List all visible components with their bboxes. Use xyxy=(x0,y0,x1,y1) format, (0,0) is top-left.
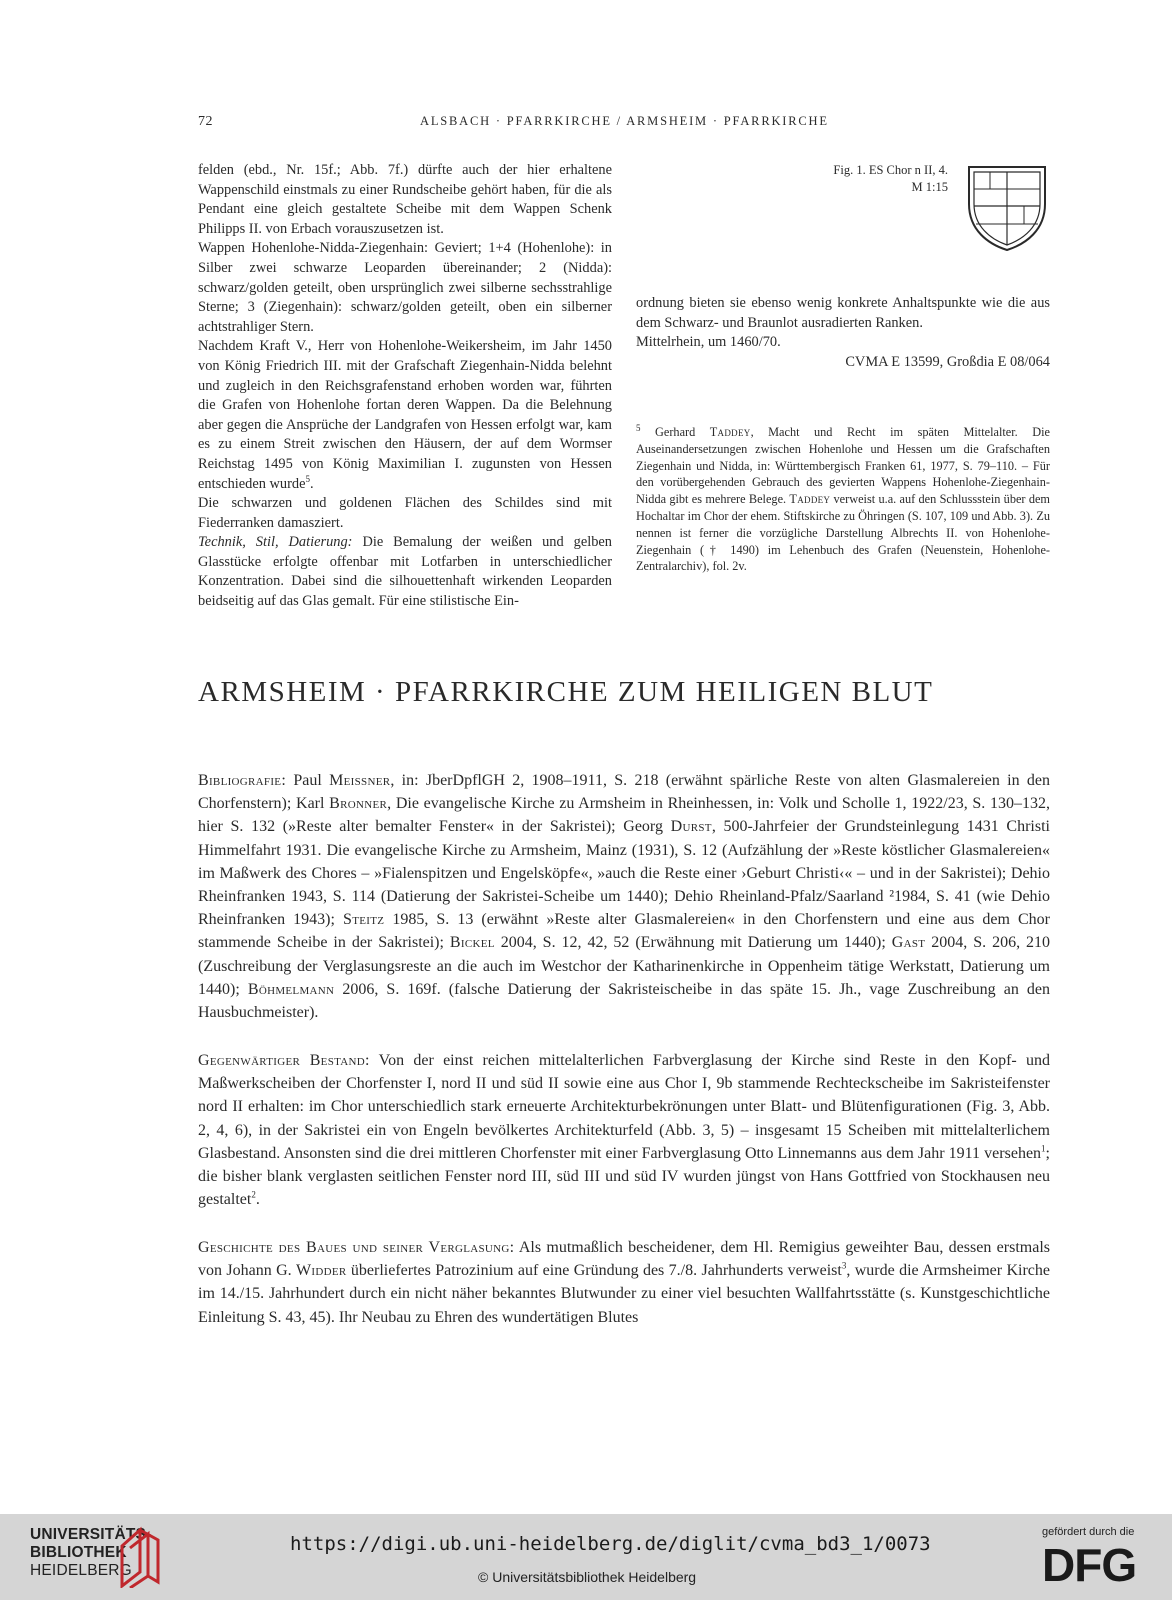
bib-text: , in: JberDpflGH 2, 1908–1911, S. 218 (erwähnt spärliche Reste von alten Glasmalereien in den Chorfenstern); Karl xyxy=(198,772,1051,813)
geschichte-text: , wurde die Armsheimer Kirche im 14./15. Jahrhundert durch ein nicht näher bekanntes Blutwunder zu einer viel besuchten Wallfahrtsstätte (s. Kunstgeschichtliche Einleitung S. 43, 45). Ihr Neubau zu Ehren des wundertätigen Blutes xyxy=(198,1262,1051,1326)
funding-label: gefördert durch die xyxy=(1042,1526,1135,1538)
cvma-reference: CVMA E 13599, Großdia E 08/064 xyxy=(845,353,1050,370)
bestand-label: Gegenwärtiger Bestand: xyxy=(198,1052,370,1069)
geschichte-text: Als mutmaßlich bescheidener, dem Hl. Remigius geweihter Bau, dessen erstmals von Johann G. xyxy=(198,1239,1050,1280)
bib-author: Bickel xyxy=(449,934,495,952)
left-paragraph-3 xyxy=(198,337,612,494)
bibliography-label: Bibliografie: xyxy=(198,772,287,789)
footnote-number: 5 xyxy=(636,422,641,433)
geschichte-paragraph xyxy=(198,1236,1050,1329)
left-paragraph-5 xyxy=(198,533,612,611)
footer-bar xyxy=(0,1514,1172,1600)
figure-caption-line-1: Fig. 1. ES Chor n II, 4. xyxy=(833,163,948,177)
bestand-text: . xyxy=(255,1191,260,1209)
footnote-author-last: Taddey xyxy=(709,425,751,439)
copyright-notice: © Universitätsbibliothek Heidelberg xyxy=(478,1569,697,1585)
figure-caption-scale: M 1:15 xyxy=(911,180,948,194)
bib-text: 2004, S. 12, 42, 52 (Erwähnung mit Datierung um 1440); xyxy=(494,934,892,952)
bib-text: , 500-Jahrfeier der Grundsteinlegung 1431 Christi Himmelfahrt 1931. Die evangelische Kirche zu Armsheim, Mainz (1931), S. 12 (Aufzählung der »Reste köstlicher Glasmalereien« im Maßwerk des Chores – »Fialenspitzen und Engelsköpfe«, »auch die Reste einer ›Geburt Christi‹« – und in der Sakristei); Dehio Rheinfranken 1943, S. 114 (Datierung der Sakristei-Scheibe um 1440); Dehio Rheinland-Pfalz/Saarland ²1984, S. 41 (wie Dehio Rheinfranken 1943); xyxy=(198,818,1050,929)
footnote-ref-2[interactable]: 2 xyxy=(251,1189,256,1200)
bib-text: Paul xyxy=(286,772,330,789)
footnote-text-2: verweist u.a. auf den Schlussstein über dem Hochaltar im Chor der ehem. Stiftskirche zu Öhringen (S. 107, 109 und Abb. 3). Zu nennen ist ferner die vorzügliche Darstellung Albrechts II. von Hohenlohe-Ziegenhain († 1490) im Lehenbuch des Grafen (Neuenstein, Hohenlohe-Zentralarchiv), fol. 2v. xyxy=(636,492,1050,574)
library-line-1: UNIVERSITÄTS- xyxy=(30,1526,152,1543)
geschichte-author: Widder xyxy=(296,1262,347,1280)
footnote-text-1: , Macht und Recht im späten Mittelalter. Die Auseinandersetzungen zwischen Hohenlohe und Hessen um die Grafschaften Ziegenhain und Nidda, in: Württembergisch Franken 61, 1977, S. 79–110. – Für den vorübergehenden Gebrauch des gevierten Wappens Hohenlohe-Ziegenhain-Nidda gibt es mehrere Belege. xyxy=(636,425,1050,507)
running-title: ALSBACH · PFARRKIRCHE / ARMSHEIM · PFARRKIRCHE xyxy=(420,114,829,128)
dfg-logo[interactable]: DFG xyxy=(1042,1539,1137,1591)
coat-of-arms-shield-icon xyxy=(966,164,1048,252)
dating-line: Mittelrhein, um 1460/70. xyxy=(636,334,781,351)
geschichte-label: Geschichte des Baues und seiner Verglasung: xyxy=(198,1239,515,1256)
bestand-paragraph xyxy=(198,1049,1050,1211)
bestand-text: ; die bisher blank verglasten seitlichen Fenster nord III, süd III und süd IV wurden jüngst von Hans Gottfried von Stockhausen neu gestaltet xyxy=(198,1144,1050,1209)
section-heading: ARMSHEIM · PFARRKIRCHE ZUM HEILIGEN BLUT xyxy=(198,676,934,708)
left-paragraph-4: Die schwarzen und goldenen Flächen des Schildes sind mit Fiederranken damasziert. xyxy=(198,495,612,531)
bib-author: Gast xyxy=(891,934,926,952)
footnote-author-2: Taddey xyxy=(789,492,831,507)
bib-text: 1985, S. 13 (erwähnt »Reste alter Glasmalereien« in den Chorfenstern und eine aus dem Chor stammende Scheibe in der Sakristei); xyxy=(198,911,1050,952)
bib-text: , Die evangelische Kirche zu Armsheim in Rheinhessen, in: Volk und Scholle 1, 1922/23, S. 130–132, hier S. 132 (»Reste alter bemalter Fenster« in der Sakristei); Georg xyxy=(198,795,1051,836)
right-paragraph-1: ordnung bieten sie ebenso wenig konkrete Anhaltspunkte wie die aus dem Schwarz- und Braunlot ausradierten Ranken. xyxy=(636,295,1050,331)
bestand-text: Von der einst reichen mittelalterlichen Farbverglasung der Kirche sind Reste in den Kopf- und Maßwerkscheiben der Chorfenster I, nord II und süd II sowie eine aus Chor I, 9b stammende Rechteckscheibe im Sakristeifenster nord II erhalten: im Chor unterschiedlich stark erneuerte Architekturbekrönungen unter Blatt- und Blütenfigurationen (Fig. 3, Abb. 2, 4, 6), in der Sakristei ein von Engeln bevölkertes Architekturfeld (Abb. 3, 5) – insgesamt 15 Scheiben mit mittelalterlichem Glasbestand. Ansonsten sind die drei mittleren Chorfenster mit einer Farbverglasung Otto Linnemanns aus dem Jahr 1911 versehen xyxy=(198,1052,1050,1162)
page-number: 72 xyxy=(198,114,213,129)
bib-author: Böhmelmann xyxy=(247,980,335,998)
geschichte-text: überliefertes Patrozinium auf eine Gründung des 7./8. Jahrhunderts verweist xyxy=(346,1262,842,1280)
footnote-ref-5[interactable]: 5 xyxy=(305,473,310,484)
bib-text: 2004, S. 206, 210 (Zuschreibung der Verglasungsreste an die auch im Westchor der Katharinenkirche in Oppenheim tätige Werkstatt, Datierung um 1440); xyxy=(198,934,1051,998)
footnote-author-first: Gerhard xyxy=(654,425,710,439)
library-line-3: HEIDELBERG xyxy=(30,1562,132,1579)
footnote-ref-1[interactable]: 1 xyxy=(1041,1143,1046,1154)
left-paragraph-3-end: . xyxy=(310,475,314,492)
library-book-icon xyxy=(118,1526,164,1588)
figure-caption xyxy=(760,162,948,196)
bib-author: Bronner xyxy=(329,795,388,813)
left-paragraph-5-text: Die Bemalung der weißen und gelben Glasstücke erfolgte offenbar mit Lotfarben in unterschiedlicher Konzentration. Dabei sind die silhouettenhaft wirkenden Leoparden beidseitig auf das Glas gemalt. Für eine stilistische Ein- xyxy=(198,534,613,610)
bibliography-paragraph xyxy=(198,769,1050,1024)
footnote-5 xyxy=(636,424,1050,575)
footnote-ref-3[interactable]: 3 xyxy=(841,1260,847,1271)
right-column xyxy=(636,294,1050,372)
left-column xyxy=(198,161,612,612)
left-paragraph-1: felden (ebd., Nr. 15f.; Abb. 7f.) dürfte auch der hier erhaltene Wappenschild einstmals zu einer Rundscheibe gehört haben, für die als Pendant eine gleich gestaltete Scheibe mit dem Wappen Schenk Philipps II. von Erbach vorauszusetzen ist. xyxy=(198,162,612,237)
technik-label: Technik, Stil, Datierung: xyxy=(198,534,353,551)
left-paragraph-2: Wappen Hohenlohe-Nidda-Ziegenhain: Geviert; 1+4 (Hohenlohe): in Silber zwei schwarze Leoparden übereinander; 2 (Nidda): schwarz/golden geteilt, oben ursprünglich zwei silberne sechsstrahlige Sterne; 3 (Ziegenhain): schwarz/golden geteilt, oben ein silberner achtstrahliger Stern. xyxy=(198,240,612,335)
library-line-2: BIBLIOTHEK xyxy=(30,1544,127,1561)
bib-author: Durst xyxy=(670,818,712,836)
bib-text: 2006, S. 169f. (falsche Datierung der Sakristeischeibe in das späte 15. Jh., vage Zuschreibung an den Hausbuchmeister). xyxy=(198,980,1050,1022)
bib-author: Steitz xyxy=(343,911,385,929)
left-paragraph-3-text: Nachdem Kraft V., Herr von Hohenlohe-Weikersheim, im Jahr 1450 von König Friedrich III. mit der Grafschaft Ziegenhain-Nidda belehnt und zugleich in den Reichsgrafenstand erhoben worden war, führten die Grafen von Hohenlohe fortan deren Wappen. Da die Belehnung aber gegen die Ansprüche der Landgrafen von Hessen erfolgt war, kam es zu einem Streit zwischen den Häusern, der auf dem Wormser Reichstag 1495 von König Maximilian I. zugunsten von Hessen entschieden wurde xyxy=(198,338,612,492)
permalink-url[interactable]: https://digi.ub.uni-heidelberg.de/diglit/cvma_bd3_1/0073 xyxy=(290,1533,931,1555)
bib-author: Meissner xyxy=(329,772,391,789)
